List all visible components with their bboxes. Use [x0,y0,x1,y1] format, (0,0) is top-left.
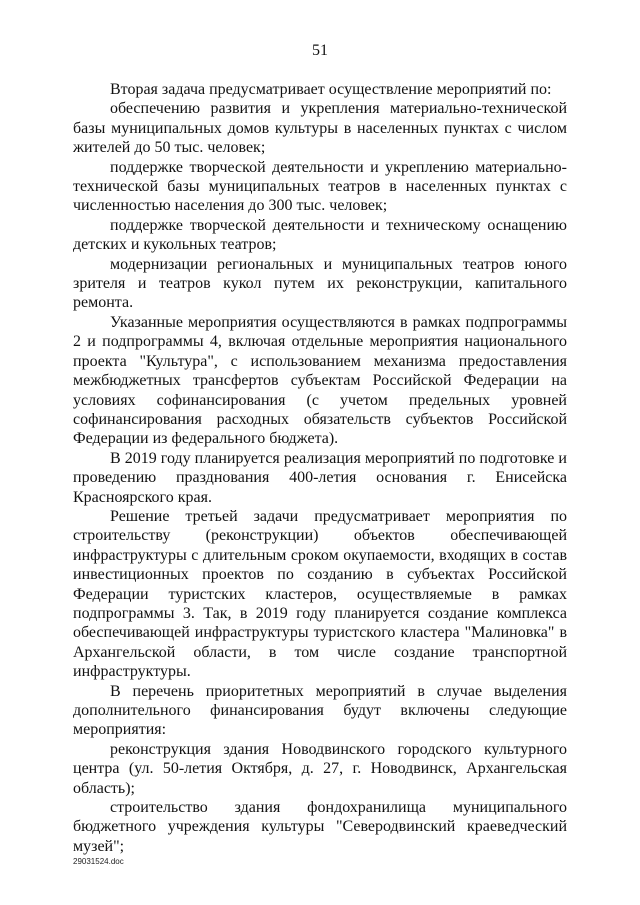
footer-document-code: 29031524.doc [73,857,124,866]
paragraph-third-task: Решение третьей задачи предусматривает мероприятия по строительству (реконструкции) объектов обеспечивающей инфраструктуры с длительным сроком окупаемости, входящих в состав инвестиционных проектов по созданию в субъектах Российской Федерации туристских кластеров, осуществляемые в рамках подпрограммы 3. Так, в 2019 году планируется создание комплекса обеспечивающей инфраструктуры туристского кластера "Малиновка" в Архангельской области, в том числе создание транспортной инфраструктуры. [73,507,567,681]
document-body [73,80,567,856]
paragraph-second-task-intro: Вторая задача предусматривает осуществление мероприятий по: [110,81,552,98]
paragraph-priority-list: В перечень приоритетных мероприятий в случае выделения дополнительного финансирования будут включены следующие мероприятия: [73,682,567,739]
paragraph-yeniseysk-anniversary: В 2019 году планируется реализация мероприятий по подготовке и проведению празднования 400-летия основания г. Енисейска Красноярского края. [73,449,567,506]
paragraph-children-theatres: поддержке творческой деятельности и техническому оснащению детских и кукольных театров; [73,216,567,254]
page-number: 51 [312,42,328,59]
paragraph-culture-houses: обеспечению развития и укрепления материально-технической базы муниципальных домов культуры в населенных пунктах с числом жителей до 50 тыс. человек; [73,100,567,157]
paragraph-subprogram-activities: Указанные мероприятия осуществляются в рамках подпрограммы 2 и подпрограммы 4, включая отдельные мероприятия национального проекта "Культура", с использованием механизма предоставления межбюджетных трансфертов субъектам Российской Федерации на условиях софинансирования (с учетом предельных уровней софинансирования расходных обязательств субъектов Российской Федерации из федерального бюджета). [73,313,567,448]
paragraph-theatre-modernization: модернизации региональных и муниципальных театров юного зрителя и театров кукол путем их реконструкции, капитального ремонта. [73,255,567,312]
paragraph-severodvinsk-museum: строительство здания фондохранилища муниципального бюджетного учреждения культуры "Северодвинский краеведческий музей"; [73,799,567,855]
paragraph-municipal-theatres: поддержке творческой деятельности и укреплению материально-технической базы муниципальных театров в населенных пунктах с численностью населения до 300 тыс. человек; [73,158,567,215]
paragraph-novodvinsk-center: реконструкция здания Новодвинского городского культурного центра (ул. 50-летия Октября, д. 27, г. Новодвинск, Архангельская область); [73,740,567,797]
